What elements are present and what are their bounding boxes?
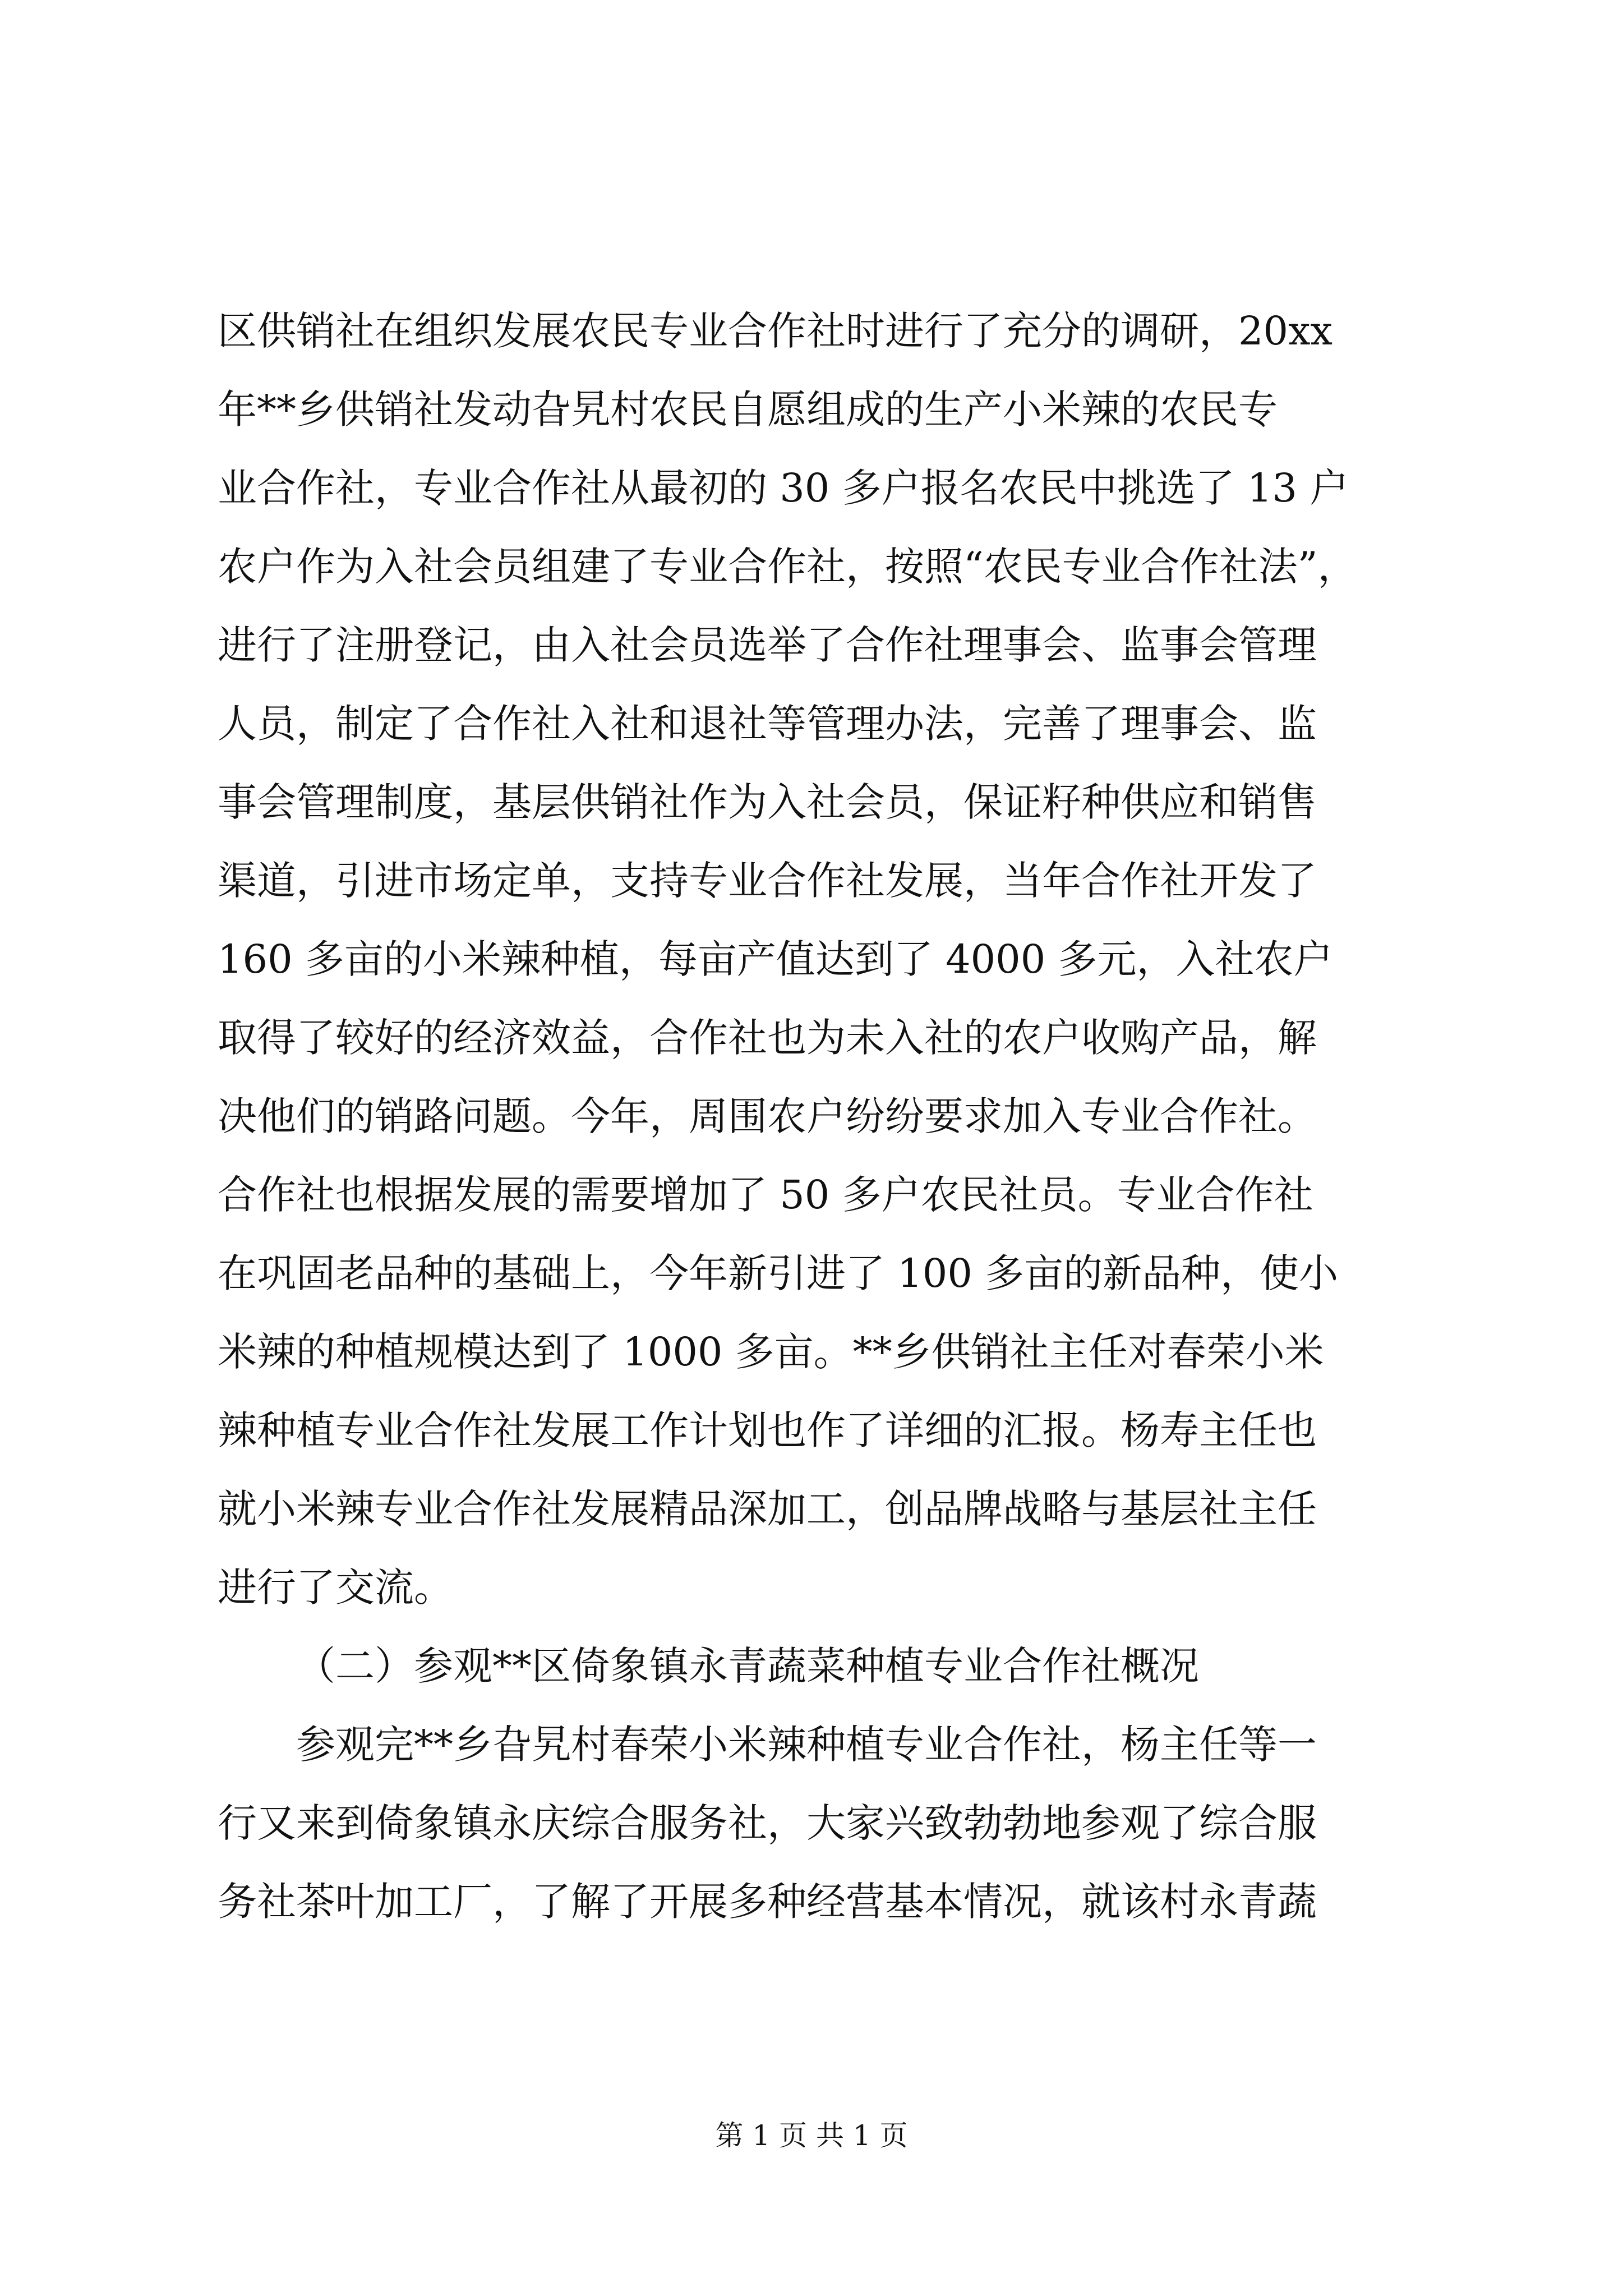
- text-line-3: 业合作社，专业合作社从最初的 30 多户报名农民中挑选了 13 户: [218, 465, 1349, 511]
- page-footer: 第 1 页 共 1 页: [715, 2119, 908, 2152]
- text-line-2: 年**乡供销社发动旮旯村农民自愿组成的生产小米辣的农民专: [218, 386, 1278, 432]
- text-line-6: 人员，制定了合作社入社和退社等管理办法，完善了理事会、监: [218, 701, 1317, 747]
- text-line-4: 农户作为入社会员组建了专业合作社，按照“农民专业合作社法”，: [218, 544, 1357, 590]
- text-line-16: 就小米辣专业合作社发展精品深加工，创品牌战略与基层社主任: [218, 1486, 1317, 1532]
- text-line-21: 务社茶叶加工厂，了解了开展多种经营基本情况，就该村永青蔬: [218, 1879, 1317, 1925]
- text-line-13: 在巩固老品种的基础上，今年新引进了 100 多亩的新品种，使小: [218, 1250, 1339, 1296]
- text-line-5: 进行了注册登记，由入社会员选举了合作社理事会、监事会管理: [218, 622, 1317, 668]
- section-heading: （二）参观**区倚象镇永青蔬菜种植专业合作社概况: [296, 1643, 1199, 1689]
- text-line-14: 米辣的种植规模达到了 1000 多亩。**乡供销社主任对春荣小米: [218, 1329, 1324, 1375]
- text-line-9: 160 多亩的小米辣种植，每亩产值达到了 4000 多元，入社农户: [218, 936, 1333, 982]
- text-line-15: 辣种植专业合作社发展工作计划也作了详细的汇报。杨寿主任也: [218, 1407, 1317, 1453]
- text-line-1: 区供销社在组织发展农民专业合作社时进行了充分的调研，20xx: [218, 308, 1333, 354]
- text-line-8: 渠道，引进市场定单，支持专业合作社发展，当年合作社开发了: [218, 858, 1317, 904]
- text-line-10: 取得了较好的经济效益，合作社也为未入社的农户收购产品，解: [218, 1015, 1317, 1061]
- text-line-12: 合作社也根据发展的需要增加了 50 多户农民社员。专业合作社: [218, 1172, 1313, 1218]
- text-line-7: 事会管理制度，基层供销社作为入社会员，保证籽种供应和销售: [218, 779, 1317, 825]
- text-line-17: 进行了交流。: [218, 1565, 453, 1611]
- text-line-11: 决他们的销路问题。今年，周围农户纷纷要求加入专业合作社。: [218, 1093, 1317, 1139]
- text-line-20: 行又来到倚象镇永庆综合服务社，大家兴致勃勃地参观了综合服: [218, 1800, 1317, 1846]
- text-line-19: 参观完**乡旮旯村春荣小米辣种植专业合作社，杨主任等一: [296, 1722, 1317, 1768]
